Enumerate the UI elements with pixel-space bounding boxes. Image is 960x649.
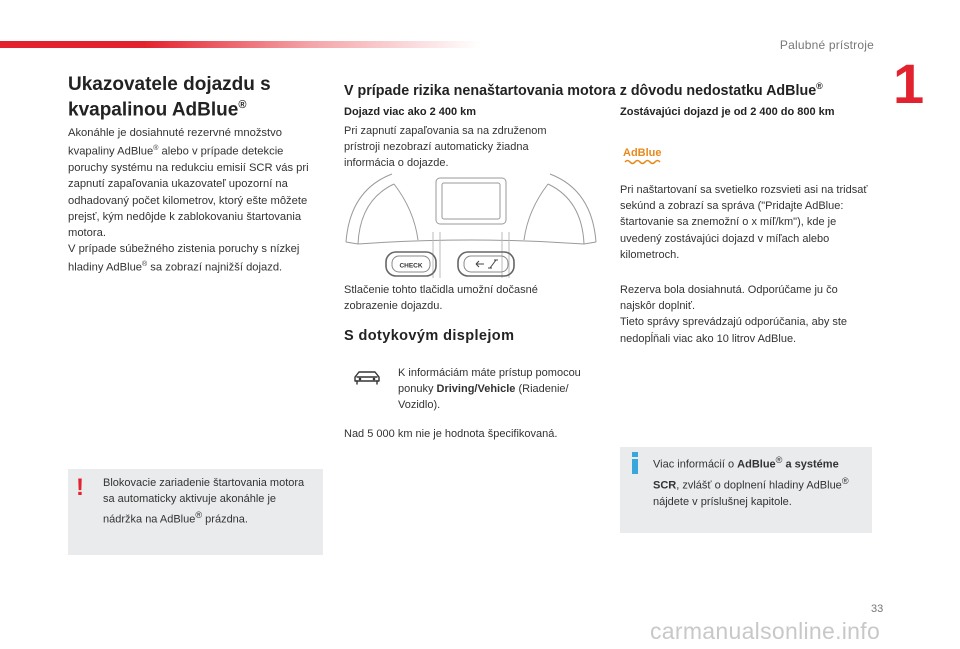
info-text-sup2: ® [841, 476, 849, 487]
touchscreen-text [398, 365, 603, 414]
driving-vehicle-menu: Driving/Vehicle [436, 383, 516, 396]
info-text [653, 452, 865, 511]
left-p1-b: alebo v prípade detekcie poruchy systému na redukciu emisií SCR vás pri zapnutí zapaľovania ukazovateľ upozorní na odhadovaný počet kilometrov, ktorý ešte môžete prejsť, kým nedôjde k zablokovaniu štartovania motora. [68, 145, 309, 239]
left-paragraph [68, 125, 322, 276]
warning-text-a: Blokovacie zariadenie štartovania motora sa automaticky aktivuje akonáhle je nádržka na AdBlue [103, 477, 305, 526]
touchscreen-title: S dotykovým displejom [344, 328, 515, 344]
section-title: Palubné prístroje [779, 38, 874, 52]
warning-text-sup: ® [195, 510, 203, 520]
wrench-icon [488, 260, 498, 268]
info-text-b: , zvlášť o doplnení hladiny AdBlue [676, 479, 842, 492]
info-text-a: Viac informácií o [653, 458, 738, 471]
info-icon [630, 452, 640, 474]
adblue-logo-text: AdBlue [623, 147, 662, 159]
warning-text-b: prázdna. [202, 513, 248, 526]
reserve-reached-p3: Tieto správy sprevádzajú odporúčania, aby ste nedopĺňali viac ako 10 litrov AdBlue. [620, 316, 848, 345]
watermark: carmanualsonline.info [650, 618, 881, 644]
warning-icon: ! [76, 474, 84, 501]
left-p1-a: Akonáhle je dosiahnuté rezervné množstvo kvapaliny AdBlue [68, 127, 282, 158]
right-title-sup: ® [816, 81, 823, 91]
reserve-reached-p2: Rezerva bola dosiahnutá. Odporúčame ju čo najskôr doplniť. [620, 284, 838, 313]
reserve-reached-text [620, 282, 870, 347]
range-unspecified-text: Nad 5 000 km nie je hodnota špecifikovaná. [344, 428, 558, 440]
info-text-c: nájdete v príslušnej kapitole. [653, 496, 792, 509]
right-title [344, 77, 884, 100]
right-title-text: V prípade rizika nenaštartovania motora z dôvodu nedostatku AdBlue [344, 82, 817, 99]
touchscreen-text-a: K informáciám máte prístup pomocou ponuky [398, 367, 581, 396]
page-number: 33 [871, 603, 884, 615]
dashboard-illustration [344, 170, 598, 278]
info-text-scr: a systéme SCR [653, 458, 839, 492]
left-p1-sup: ® [153, 145, 159, 153]
adblue-warning-icon [622, 144, 666, 168]
left-title-sup: ® [238, 99, 247, 111]
range-over-2400-subtitle: Dojazd viac ako 2 400 km [344, 106, 477, 118]
info-text-sup1: ® [775, 455, 783, 465]
header-accent-bar [0, 41, 480, 48]
chapter-number: 1 [893, 52, 925, 115]
check-button-text: Stlačenie tohto tlačidla umožní dočasné zobrazenie dojazdu. [344, 284, 538, 313]
touchscreen-text-b: (Riadenie/ Vozidlo). [398, 383, 569, 412]
range-over-2400-text: Pri zapnutí zapaľovania sa na združenom prístroji nezobrazí automaticky žiadna informácia o dojazde. [344, 125, 547, 170]
left-p2-a: V prípade súbežného zistenia poruchy s nízkej hladiny AdBlue [68, 243, 300, 275]
warning-text [103, 475, 313, 528]
info-text-adblue: AdBlue [737, 458, 776, 471]
check-button-label: CHECK [399, 262, 423, 270]
left-title-text: Ukazovatele dojazdu s kvapalinou AdBlue [68, 74, 271, 121]
left-title [68, 74, 328, 120]
left-p2-sup: ® [142, 261, 148, 269]
left-p2-b: sa zobrazí najnižší dojazd. [147, 262, 283, 275]
range-2400-800-subtitle: Zostávajúci dojazd je od 2 400 do 800 km [620, 106, 835, 118]
car-icon [352, 368, 382, 388]
adblue-start-message-text: Pri naštartovaní sa svetielko rozsvieti asi na tridsať sekúnd a zobrazí sa správa ("Pridajte AdBlue: štartovanie sa znemožní o x míľ/km"), kde je uvedený zostávajúci dojazd v míľach alebo kilometroch. [620, 184, 868, 261]
return-arrow-icon [476, 261, 484, 267]
